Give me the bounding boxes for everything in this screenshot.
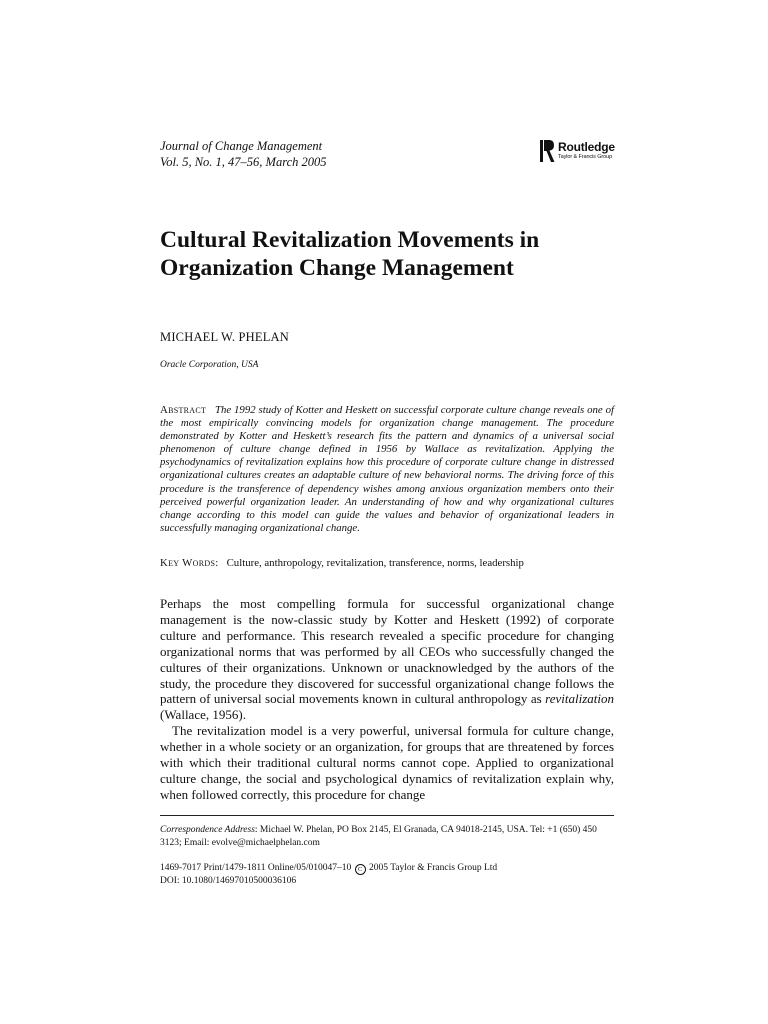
journal-name: Journal of Change Management xyxy=(160,139,323,153)
issn-text: 1469-7017 Print/1479-1811 Online/05/010047–10 xyxy=(160,863,352,873)
correspondence-footnote xyxy=(160,824,620,850)
article-title-line-1: Cultural Revitalization Movements in xyxy=(160,227,540,253)
footnote-divider xyxy=(160,815,614,816)
author-affiliation: Oracle Corporation, USA xyxy=(160,360,259,370)
copyright-text: 2005 Taylor & Francis Group Ltd xyxy=(368,863,498,873)
doi-line: DOI: 10.1080/14697010500036106 xyxy=(160,876,297,886)
article-title-line-2: Organization Change Management xyxy=(160,255,514,281)
abstract-text: The 1992 study of Kotter and Heskett on successful corporate culture change reveals one of the most empirically convincing models for organization change management. The procedure demonstrated by Kotter and Heskett’s research fits the pattern and dynamics of a universal social phenomenon of culture change defined in 1956 by Wallace as revitalization. Applying the psychodynamics of revitalization explains how this procedure of corporate culture change in distressed organizational cultures creates an adaptable culture of new behavioral norms. The driving force of this procedure is the transference of dependency wishes among anxious organization members onto their perceived powerful organization leader. An understanding of how and why organizational cultures change according to this model can guide the values and behavior of organizational leaders in successfully managing organizational change. xyxy=(160,404,614,534)
author-name: MICHAEL W. PHELAN xyxy=(160,330,289,344)
article-title xyxy=(160,226,620,282)
copyright-icon xyxy=(355,864,366,875)
keywords-text: Culture, anthropology, revitalization, transference, norms, leadership xyxy=(226,557,524,569)
journal-volume: Vol. 5, No. 1, 47–56, March 2005 xyxy=(160,155,327,169)
body-paragraph-2: The revitalization model is a very powerful, universal formula for culture change, whether in a whole society or an organization, for groups that are threatened by forces with which their traditional cultural norms cannot cope. Applied to organizational culture change, the social and psychological dynamics of revitalization explain why, when followed correctly, this procedure for change xyxy=(160,723,614,802)
abstract-label: Abstract xyxy=(160,404,207,416)
keywords xyxy=(160,557,614,570)
correspondence-label: Correspondence Address xyxy=(160,825,255,835)
body-paragraph-1-text: Perhaps the most compelling formula for successful organizational change management is the now-classic study by Kotter and Heskett (1992) of corporate culture and performance. This research revealed a specific procedure for changing organizational norms that was performed by all CEOs who successfully changed the cultures of their organizations. Unknown or unacknowledged by the authors of the study, the procedure they discovered for successful organizational change follows the pattern of universal social movements known in cultural anthropology as xyxy=(160,596,614,707)
correspondence-text: : Michael W. Phelan, PO Box 2145, El Granada, CA 94018-2145, USA. Tel: +1 (650) 450 3123; Email: evolve@michaelphelan.com xyxy=(160,825,597,848)
journal-info xyxy=(160,138,327,170)
publisher-logo xyxy=(540,139,615,163)
publisher-name: Routledge xyxy=(558,140,615,155)
abstract xyxy=(160,404,614,535)
issn-line xyxy=(160,862,620,875)
keywords-label: Key Words: xyxy=(160,557,219,569)
imprint xyxy=(160,862,620,888)
publisher-subtitle: Taylor & Francis Group xyxy=(558,154,613,161)
body-paragraph-1-term: revitalization xyxy=(545,691,614,707)
body-paragraph-1 xyxy=(160,596,614,723)
body-text xyxy=(160,596,614,803)
routledge-r-logo-icon xyxy=(540,139,555,163)
body-paragraph-1-citation: (Wallace, 1956). xyxy=(160,707,246,723)
